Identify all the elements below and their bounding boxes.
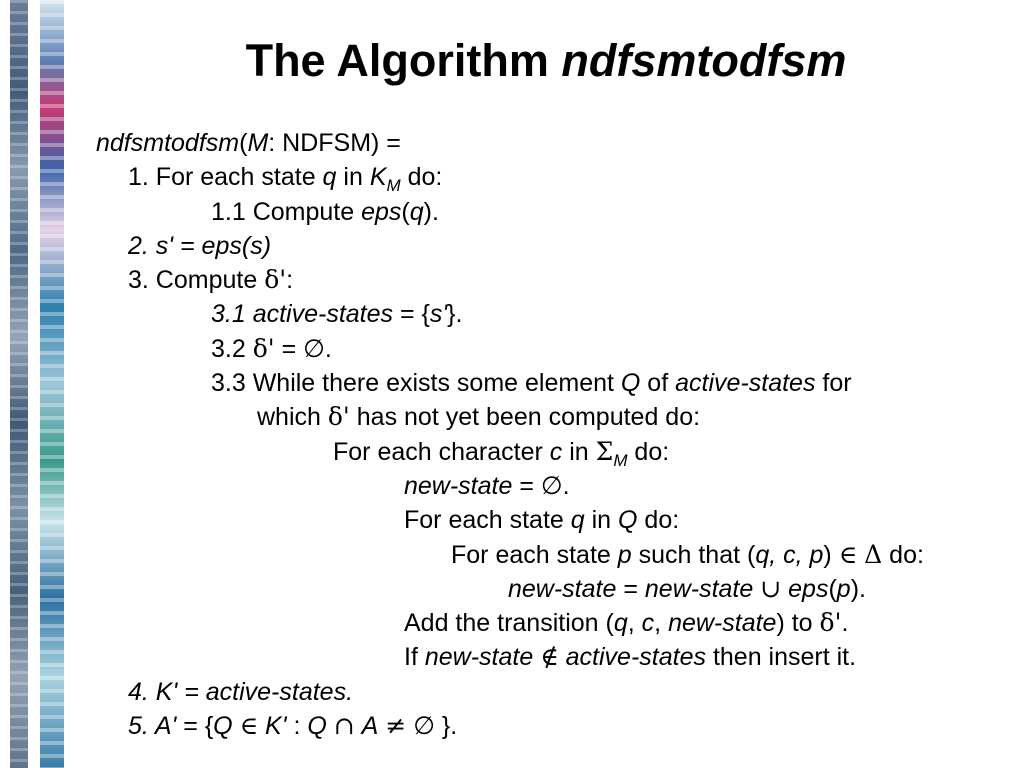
algorithm-body: [96, 126, 1001, 743]
add-transition: Add the transition (q, c, new-state) to δ'.: [404, 608, 849, 638]
decorative-strip-right: [40, 0, 64, 768]
step-4: 4. K' = active-states.: [128, 677, 354, 706]
step-1: 1. For each state q in $K_M$ do:: [128, 163, 443, 196]
page-title: The Algorithm ndfsmtodfsm: [245, 35, 847, 86]
union-new-state: new-state = new-state ∪ eps(p).: [508, 573, 866, 603]
insert-new-state: If new-state ∉ active-states then insert it.: [404, 642, 857, 672]
algorithm-header: ndfsmtodfsm(M: NDFSM) =: [96, 129, 401, 157]
loop-each-state-q: For each state q in Q do:: [404, 506, 680, 535]
decorative-strip-left: [10, 0, 28, 768]
step-3: 3. Compute δ':: [128, 265, 294, 295]
step-3-2: 3.2 δ' = ∅.: [211, 333, 332, 363]
step-3-3: 3.3 While there exists some element Q of active-states for: [211, 369, 852, 398]
init-new-state: new-state = ∅.: [404, 470, 570, 500]
loop-each-character: For each character c in $\Sigma_M$ do:: [333, 436, 670, 470]
step-3-3-continued: which δ' has not yet been computed do:: [257, 402, 701, 432]
step-3-1: 3.1 active-states = {s'}.: [211, 300, 463, 329]
step-2: 2. s' = eps(s): [128, 231, 272, 260]
step-1-1: 1.1 Compute eps(q).: [211, 197, 439, 226]
loop-each-state-p: For each state p such that (q, c, p) ∈ Δ do:: [451, 539, 924, 569]
step-5: 5. A' = {Q ∈ K' : Q ∩ A ≠ ∅ }.: [128, 711, 458, 741]
